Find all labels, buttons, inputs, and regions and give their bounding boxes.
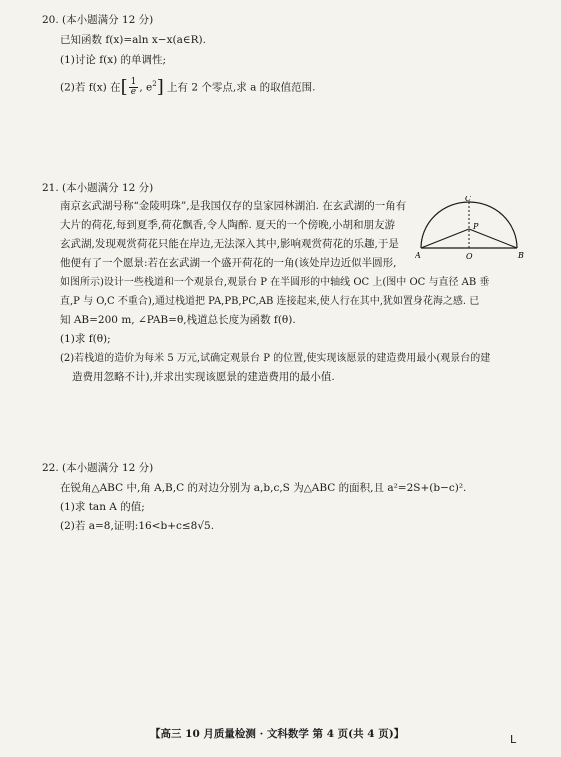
semicircle-arc (421, 202, 517, 248)
label-B: B (518, 251, 524, 260)
right-bracket: ] (156, 76, 164, 98)
q21-text-line-6: 直,P 与 O,C 不重合),通过栈道把 PA,PB,PC,AB 连接起来,使人行在其中,犹如置身花海之感. 已 (60, 296, 480, 307)
q21-text-line-4: 他便有了一个愿景:若在玄武湖一个盛开荷花的一角(该处岸边近似半圆形, (60, 257, 397, 269)
fraction-one-over-e: $\frac{1}{e}$ (130, 77, 137, 97)
q22-part2: (2)若 a=8,证明:16<b+c≤8√5. (60, 520, 215, 532)
q22-heading: 22. (本小题满分 12 分) (42, 462, 154, 474)
segment-PB (469, 229, 517, 248)
q20-stem: 已知函数 f(x)=aln x−x(a∈R). (60, 34, 206, 46)
semicircle-figure (415, 196, 525, 268)
q21-part1: (1)求 f(θ); (60, 333, 111, 345)
q21-part2-line-1: (2)若栈道的造价为每米 5 万元,试确定观景台 P 的位置,使实现该愿景的建造费用最小(观景台的建 (60, 353, 491, 364)
label-O: O (466, 252, 473, 261)
q22-stem: 在锐角△ABC 中,角 A,B,C 的对边分别为 a,b,c,S 为△ABC 的面积,且 a²=2S+(b−c)². (60, 482, 467, 494)
page-footer: 【高三 10 月质量检测 · 文科数学 第 4 页(共 4 页)】 (150, 728, 405, 740)
corner-mark: L (510, 733, 517, 746)
q22-part1: (1)求 tan A 的值; (60, 501, 145, 513)
q21-text-line-7: 知 AB=200 m, ∠PAB=θ,栈道总长度为函数 f(θ). (60, 314, 296, 326)
label-C: C (465, 196, 472, 203)
q20-part1: (1)讨论 f(x) 的单调性; (60, 54, 167, 66)
q21-text-line-3: 玄武湖,发现观赏荷花只能在岸边,无法深入其中,影响观赏荷花的乐趣,于是 (60, 238, 399, 250)
q20-heading: 20. (本小题满分 12 分) (42, 14, 154, 26)
q21-text-line-5: 如图所示)设计一些栈道和一个观景台,观景台 P 在半圆形的中轴线 OC 上(图中 OC 与直径 AB 垂 (60, 277, 490, 288)
q21-text-line-2: 大片的荷花,每到夏季,荷花飘香,令人陶醉. 夏天的一个傍晚,小胡和朋友游 (60, 219, 396, 231)
q21-part2-line-2: 造费用忽略不计),并求出实现该愿景的建造费用的最小值. (72, 371, 335, 383)
q21-heading: 21. (本小题满分 12 分) (42, 182, 154, 194)
left-bracket: [ (120, 76, 128, 98)
q20-part2: (2)若 f(x) 在[ $\frac{1}{e}$ , $e^2$] 上有 2 个零点,求 a 的取值范围. (60, 76, 316, 98)
label-P: P (473, 222, 479, 231)
label-A: A (415, 251, 421, 260)
q21-text-line-1: 南京玄武湖号称“金陵明珠”,是我国仅存的皇家园林湖泊. 在玄武湖的一角有 (60, 200, 407, 212)
segment-PA (421, 229, 469, 248)
